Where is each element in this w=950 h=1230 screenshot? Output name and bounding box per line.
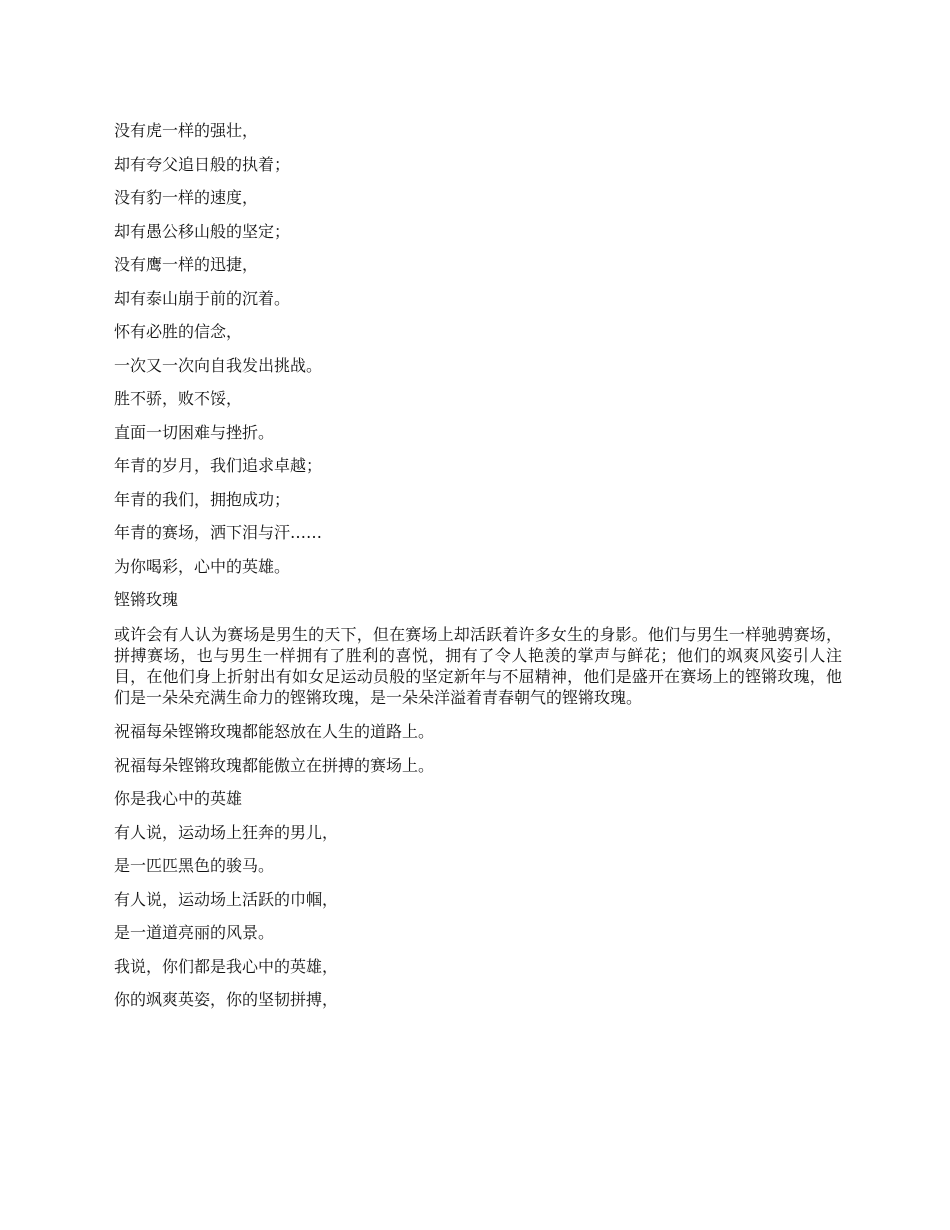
text-line: 有人说，运动场上活跃的巾帼， — [114, 889, 339, 909]
text-line: 祝福每朵铿锵玫瑰都能怒放在人生的道路上。 — [114, 722, 435, 741]
text-line: 年青的岁月，我们追求卓越； — [114, 456, 323, 475]
text-line: 我说，你们都是我心中的英雄， — [114, 956, 339, 976]
text-line: 没有虎一样的强壮， — [114, 121, 259, 140]
text-line: 怀有必胜的信念， — [114, 322, 243, 341]
paragraph: 或许会有人认为赛场是男生的天下，但在赛场上却活跃着许多女生的身影。他们与男生一样驰骋赛场，拼搏赛场，也与男生一样拥有了胜利的喜悦，拥有了令人艳羡的掌声与鲜花；他们的飒爽风姿引人注目，在他们身上折射出有如女足运动员般的坚定新年与不屈精神，他们是盛开在赛场上的铿锵玫瑰，他们是一朵朵充满生命力的铿锵玫瑰，是一朵朵洋溢着青春朝气的铿锵玫瑰。 — [114, 624, 842, 707]
text-line: 你的飒爽英姿，你的坚韧拼搏， — [114, 990, 339, 1009]
text-line: 没有豹一样的速度， — [114, 188, 259, 207]
text-line: 是一匹匹黑色的骏马。 — [114, 856, 275, 875]
text-line: 却有泰山崩于前的沉着。 — [114, 288, 291, 308]
text-line: 直面一切困难与挫折。 — [114, 422, 275, 442]
text-line: 是一道道亮丽的风景。 — [114, 923, 275, 942]
text-line: 却有夸父追日般的执着； — [114, 154, 291, 174]
text-line: 一次又一次向自我发出挑战。 — [114, 355, 323, 375]
text-line: 有人说，运动场上狂奔的男儿， — [114, 822, 339, 842]
text-line: 为你喝彩，心中的英雄。 — [114, 556, 291, 576]
section-title: 你是我心中的英雄 — [114, 789, 243, 808]
section-title: 铿锵玫瑰 — [114, 590, 179, 609]
text-line: 年青的赛场，洒下泪与汗…… — [114, 523, 323, 542]
text-line: 祝福每朵铿锵玫瑰都能傲立在拼搏的赛场上。 — [114, 755, 435, 775]
text-line: 没有鹰一样的迅捷， — [114, 255, 259, 274]
text-line: 年青的我们，拥抱成功； — [114, 489, 291, 509]
text-line: 胜不骄，败不馁， — [114, 389, 243, 408]
text-line: 却有愚公移山般的坚定； — [114, 221, 291, 241]
document-page — [114, 121, 842, 1024]
